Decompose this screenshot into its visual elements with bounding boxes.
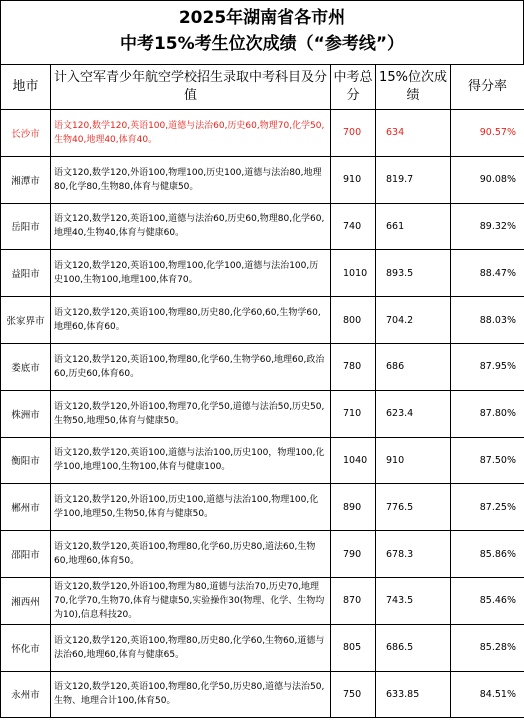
page-title: 2025年湖南省各市州 xyxy=(178,8,346,28)
cell-rate: 87.95% xyxy=(451,343,524,390)
cell-score: 678.3 xyxy=(376,531,451,578)
cell-subjects: 语文120,数学120,外语100,物理100,历史100,道德与法治80,地理80,化学80,生物80,体育与健康50。 xyxy=(51,156,331,203)
cell-rate: 85.46% xyxy=(451,577,524,624)
cell-rate: 88.03% xyxy=(451,297,524,344)
table-row xyxy=(1,531,524,578)
cell-city: 湘潭市 xyxy=(1,156,51,203)
cell-score: 819.7 xyxy=(376,156,451,203)
cell-subjects: 语文120,数学120,英语100,物理80,历史80,化学60,生物60,道德与法治60,地理60,体育与健康65。 xyxy=(51,624,331,671)
cell-score: 623.4 xyxy=(376,390,451,437)
cell-score: 893.5 xyxy=(376,250,451,297)
header-total: 中考总分 xyxy=(331,65,376,110)
cell-city: 张家界市 xyxy=(1,297,51,344)
cell-city: 娄底市 xyxy=(1,343,51,390)
table-row xyxy=(1,577,524,624)
cell-subjects: 语文120,数学120,英语100,道德与法治60,历史60,物理80,化学60,地理40,生物40,体育与健康60。 xyxy=(51,203,331,250)
cell-score: 704.2 xyxy=(376,297,451,344)
table-row xyxy=(1,203,524,250)
cell-rate: 89.32% xyxy=(451,203,524,250)
cell-subjects: 语文120,数学120,英语100,道德与法治60,历史60,物理70,化学50,生物40,地理40,体育40。 xyxy=(51,110,331,157)
cell-rate: 87.80% xyxy=(451,390,524,437)
table-row xyxy=(1,624,524,671)
cell-city: 郴州市 xyxy=(1,484,51,531)
cell-city: 永州市 xyxy=(1,671,51,718)
cell-rate: 90.57% xyxy=(451,110,524,157)
table-row xyxy=(1,156,524,203)
table-row xyxy=(1,390,524,437)
cell-score: 633.85 xyxy=(376,671,451,718)
cell-subjects: 语文120,数学120,英语100,物理80,历史80,化学60,60,生物学60,地理60,体育60。 xyxy=(51,297,331,344)
cell-rate: 84.51% xyxy=(451,671,524,718)
cell-rate: 85.28% xyxy=(451,624,524,671)
cell-rate: 85.86% xyxy=(451,531,524,578)
cell-total: 890 xyxy=(331,484,376,531)
cell-total: 870 xyxy=(331,577,376,624)
cell-subjects: 语文120,数学120,英语100,物理80,化学60,历史80,道法60,生物60,地理60,体育50。 xyxy=(51,531,331,578)
table-row xyxy=(1,343,524,390)
cell-score: 661 xyxy=(376,203,451,250)
cell-score: 686.5 xyxy=(376,624,451,671)
cell-total: 790 xyxy=(331,531,376,578)
cell-score: 634 xyxy=(376,110,451,157)
header-subjects: 计入空军青少年航空学校招生录取中考科目及分值 xyxy=(51,65,331,110)
header-score: 15%位次成绩 xyxy=(376,65,451,110)
cell-score: 743.5 xyxy=(376,577,451,624)
cell-subjects: 语文120,数学120,外语100,历史100,道德与法治100,物理100,化学100,地理50,生物50,体育与健康50。 xyxy=(51,484,331,531)
cell-city: 衡阳市 xyxy=(1,437,51,484)
cell-total: 800 xyxy=(331,297,376,344)
cell-total: 740 xyxy=(331,203,376,250)
table-row xyxy=(1,671,524,718)
page-subtitle: 中考15%考生位次成绩（“参考线”） xyxy=(119,34,405,54)
cell-rate: 87.25% xyxy=(451,484,524,531)
score-table xyxy=(0,64,524,718)
cell-city: 长沙市 xyxy=(1,110,51,157)
header-city: 地市 xyxy=(1,65,51,110)
cell-total: 910 xyxy=(331,156,376,203)
cell-subjects: 语文120,数学120,英语100,道德与法治100,历史100，物理100,化学100,地理100,生物100,体育与健康100。 xyxy=(51,437,331,484)
table-header-row xyxy=(1,65,524,110)
cell-subjects: 语文120,数学120,英语100,物理100,化学100,道德与法治100,历史100,生物100,地理100,体育70。 xyxy=(51,250,331,297)
table-row xyxy=(1,110,524,157)
table-row xyxy=(1,437,524,484)
cell-total: 1010 xyxy=(331,250,376,297)
cell-total: 750 xyxy=(331,671,376,718)
cell-rate: 90.08% xyxy=(451,156,524,203)
cell-subjects: 语文120,数学120,英语100,物理80,化学50,历史80,道德与法治50,生物、地理合计100,体育50。 xyxy=(51,671,331,718)
cell-city: 怀化市 xyxy=(1,624,51,671)
cell-city: 邵阳市 xyxy=(1,531,51,578)
cell-total: 780 xyxy=(331,343,376,390)
cell-score: 910 xyxy=(376,437,451,484)
cell-city: 益阳市 xyxy=(1,250,51,297)
header-rate: 得分率 xyxy=(451,65,524,110)
title-box xyxy=(0,0,524,65)
table-row xyxy=(1,250,524,297)
cell-total: 1040 xyxy=(331,437,376,484)
cell-city: 株洲市 xyxy=(1,390,51,437)
cell-rate: 88.47% xyxy=(451,250,524,297)
cell-total: 710 xyxy=(331,390,376,437)
cell-score: 686 xyxy=(376,343,451,390)
table-row xyxy=(1,297,524,344)
cell-city: 岳阳市 xyxy=(1,203,51,250)
cell-subjects: 语文120,数学120,外语100,物理为80,道德与法治70,历史70,地理70,化学70,生物70,体育与健康50,实验操作30(物理、化学、生物均为10),信息科技20。 xyxy=(51,577,331,624)
cell-city: 湘西州 xyxy=(1,577,51,624)
cell-total: 700 xyxy=(331,110,376,157)
cell-subjects: 语文120,数学120,外语100,物理70,化学50,道德与法治50,历史50,生物50,地理50,体育与健康50。 xyxy=(51,390,331,437)
cell-score: 776.5 xyxy=(376,484,451,531)
cell-rate: 87.50% xyxy=(451,437,524,484)
table-body xyxy=(1,110,524,718)
cell-total: 805 xyxy=(331,624,376,671)
table-row xyxy=(1,484,524,531)
cell-subjects: 语文120,数学120,英语100,物理80,化学60,生物学60,地理60,政治60,历史60,体育60。 xyxy=(51,343,331,390)
